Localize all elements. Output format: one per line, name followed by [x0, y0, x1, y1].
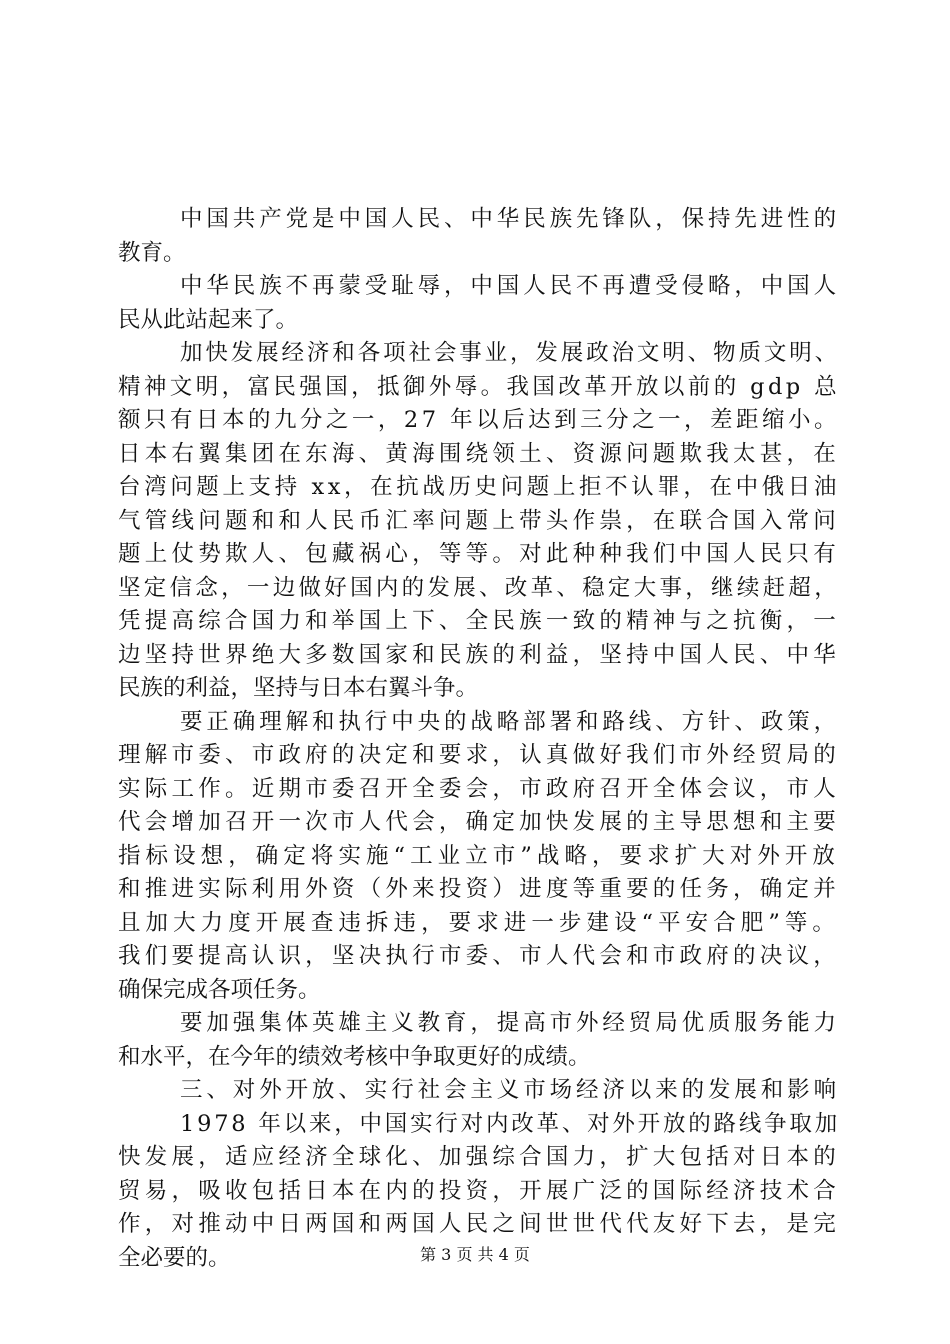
text-line: 边坚持世界绝大多数国家和民族的利益，坚持中国人民、中华 — [118, 641, 840, 668]
text-line: 和水平，在今年的绩效考核中争取更好的成绩。 — [118, 1043, 591, 1070]
text-line: 指标设想，确定将实施“工业立市”战略，要求扩大对外开放 — [118, 842, 840, 869]
text-line: 气管线问题和和人民币汇率问题上带头作祟，在联合国入常问 — [118, 507, 840, 534]
text-line: 凭提高综合国力和举国上下、全民族一致的精神与之抗衡，一 — [118, 608, 840, 634]
text-line: 确保完成各项任务。 — [118, 976, 321, 1003]
text-line: 实际工作。近期市委召开全委会，市政府召开全体会议，市人 — [118, 775, 840, 802]
text-line: 日本右翼集团在东海、黄海围绕领土、资源问题欺我太甚，在 — [118, 440, 840, 467]
text-line: 额只有日本的九分之一，27 年以后达到三分之一，差距缩小。 — [118, 407, 840, 433]
text-line: 教育。 — [118, 239, 186, 266]
text-line: 精神文明，富民强国，抵御外辱。我国改革开放以前的 gdp 总 — [118, 373, 840, 400]
text-line: 民从此站起来了。 — [118, 306, 299, 333]
text-line: 台湾问题上支持 xx，在抗战历史问题上拒不认罪，在中俄日油 — [118, 474, 840, 500]
document-body — [118, 203, 840, 1275]
text-line: 我们要提高认识，坚决执行市委、市人代会和市政府的决议， — [118, 943, 840, 969]
text-line: 1978 年以来，中国实行对内改革、对外开放的路线争取加 — [180, 1110, 840, 1137]
text-line: 理解市委、市政府的决定和要求，认真做好我们市外经贸局的 — [118, 742, 840, 768]
text-line: 中国共产党是中国人民、中华民族先锋队，保持先进性的 — [180, 206, 840, 232]
page-footer: 第 3 页 共 4 页 — [420, 1245, 530, 1264]
text-line: 坚定信念，一边做好国内的发展、改革、稳定大事，继续赶超， — [118, 574, 840, 601]
text-line: 中华民族不再蒙受耻辱，中国人民不再遭受侵略，中国人 — [180, 273, 840, 299]
text-line: 快发展，适应经济全球化、加强综合国力，扩大包括对日本的 — [118, 1144, 840, 1170]
text-line: 全必要的。 — [118, 1244, 231, 1271]
text-line: 且加大力度开展查违拆违，要求进一步建设“平安合肥”等。 — [118, 909, 840, 936]
text-line: 贸易，吸收包括日本在内的投资，开展广泛的国际经济技术合 — [118, 1177, 840, 1204]
text-line: 代会增加召开一次市人代会，确定加快发展的主导思想和主要 — [118, 809, 840, 835]
text-line: 民族的利益，坚持与日本右翼斗争。 — [118, 675, 479, 701]
text-line: 要正确理解和执行中央的战略部署和路线、方针、政策， — [180, 708, 840, 735]
text-line: 和推进实际利用外资（外来投资）进度等重要的任务，确定并 — [118, 876, 840, 902]
text-line: 要加强集体英雄主义教育，提高市外经贸局优质服务能力 — [180, 1010, 840, 1036]
text-line: 题上仗势欺人、包藏祸心，等等。对此种种我们中国人民只有 — [118, 541, 840, 567]
text-line: 加快发展经济和各项社会事业，发展政治文明、物质文明、 — [180, 340, 840, 366]
text-line: 作，对推动中日两国和两国人民之间世世代代友好下去，是完 — [118, 1211, 840, 1237]
text-line: 三、对外开放、实行社会主义市场经济以来的发展和影响 — [180, 1077, 840, 1103]
